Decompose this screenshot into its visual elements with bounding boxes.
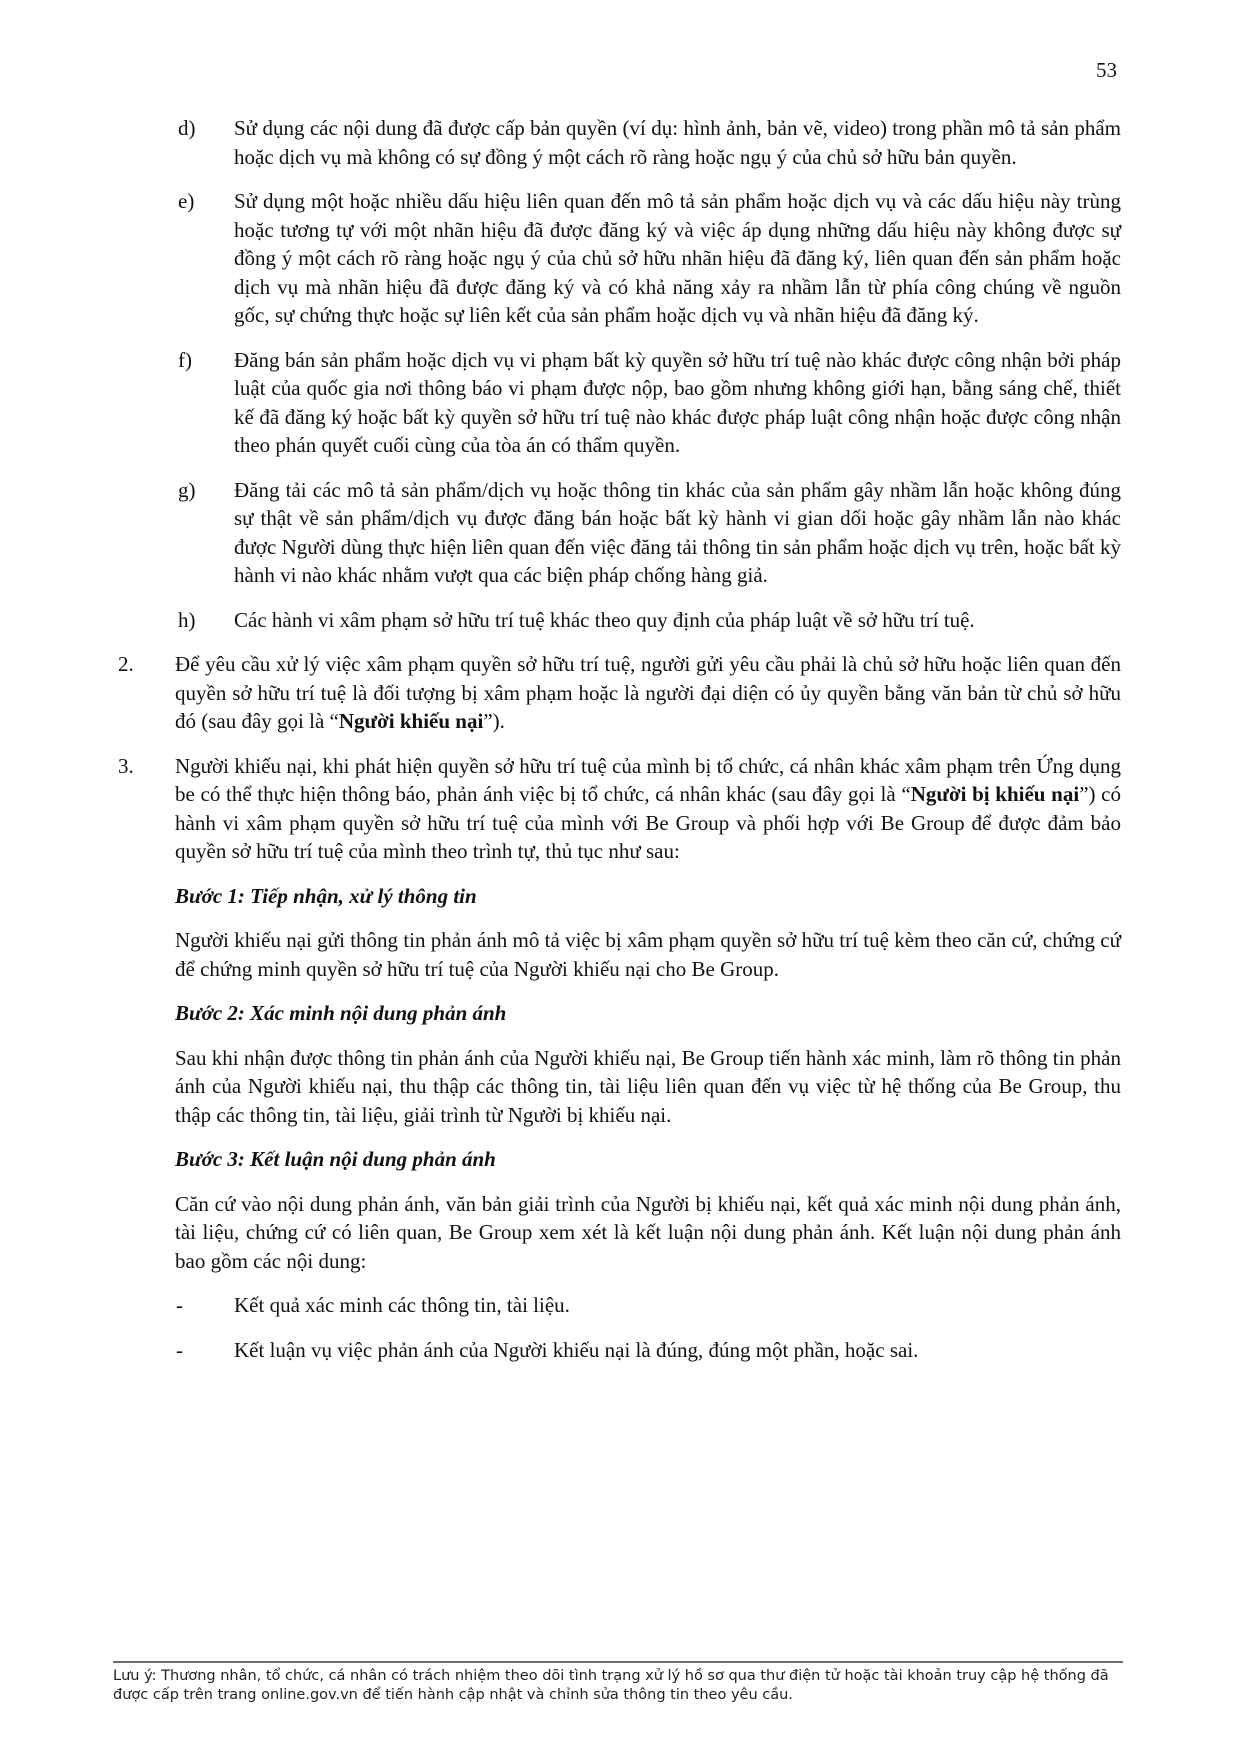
dash-marker: -: [176, 1337, 183, 1362]
dash-item: [176, 1336, 1121, 1365]
footer-divider: [113, 1661, 1123, 1663]
item-text: Người khiếu nại, khi phát hiện quyền sở hữu trí tuệ của mình bị tổ chức, cá nhân khác xâm phạm trên Ứng dụng be có thể thực hiện thông báo, phản ánh việc bị tổ chức, cá nhân khác (sau đây gọi là “: [175, 753, 1121, 806]
step-2-text: Sau khi nhận được thông tin phản ánh của Người khiếu nại, Be Group tiến hành xác minh, làm rõ thông tin phản ánh của Người khiếu nại, thu thập các thông tin, tài liệu liên quan đến vụ việc từ hệ thống của Be Group, thu thập các thông tin, tài liệu, giải trình từ Người bị khiếu nại.: [175, 1045, 1121, 1127]
step-3-heading: Bước 3: Kết luận nội dung phản ánh: [175, 1147, 496, 1171]
list-item-f: [178, 346, 1121, 460]
numbered-item-2: [118, 650, 1121, 736]
list-marker: f): [178, 347, 192, 372]
step-1-text: Người khiếu nại gửi thông tin phản ánh mô tả việc bị xâm phạm quyền sở hữu trí tuệ kèm theo căn cứ, chứng cứ để chứng minh quyền sở hữu trí tuệ của Người khiếu nại cho Be Group.: [175, 928, 1121, 981]
step-1-heading: Bước 1: Tiếp nhận, xử lý thông tin: [175, 883, 477, 908]
list-item-text: Đăng bán sản phẩm hoặc dịch vụ vi phạm bất kỳ quyền sở hữu trí tuệ nào khác được công nhận bởi pháp luật của quốc gia nơi thông báo vi phạm được nộp, bao gồm nhưng không giới hạn, bằng sáng chế, thiết kế đã đăng ký hoặc bất kỳ quyền sở hữu trí tuệ nào khác được pháp luật công nhận hoặc được công nhận theo phán quyết cuối cùng của tòa án có thẩm quyền.: [234, 347, 1121, 457]
numbered-item-3: [118, 752, 1121, 866]
list-marker: d): [178, 116, 196, 140]
list-marker: e): [178, 189, 195, 213]
item-text-end: ”) có hành vi xâm phạm quyền sở hữu trí tuệ của mình với Be Group và phối hợp với Be Group để được đảm bảo quyền sở hữu trí tuệ của mình theo trình tự, thủ tục như sau:: [175, 782, 1121, 863]
item-text: Để yêu cầu xử lý việc xâm phạm quyền sở hữu trí tuệ, người gửi yêu cầu phải là chủ sở hữu hoặc liên quan đến quyền sở hữu trí tuệ là đối tượng bị xâm phạm hoặc là người đại diện có ủy quyền bằng văn bản từ chủ sở hữu đó (sau đây gọi là “: [175, 652, 1121, 733]
list-marker: g): [178, 477, 196, 502]
list-item-h: [178, 606, 1121, 635]
list-marker: 2.: [118, 652, 134, 676]
dash-marker: -: [176, 1293, 183, 1317]
item-text-end: ”).: [483, 709, 505, 733]
list-marker: 3.: [118, 753, 134, 778]
defined-term: Người khiếu nại: [338, 709, 484, 733]
dash-item: [176, 1291, 1121, 1320]
list-item-e: [178, 187, 1121, 330]
list-marker: h): [178, 607, 196, 632]
footer-note: Lưu ý: Thương nhân, tổ chức, cá nhân có trách nhiệm theo dõi tình trạng xử lý hồ sơ qua thư điện tử hoặc tài khoản truy cập hệ thống đã được cấp trên trang online.gov.vn để tiến hành cập nhật và chỉnh sửa thông tin theo yêu cầu.: [113, 1668, 1109, 1703]
step-3-text: Căn cứ vào nội dung phản ánh, văn bản giải trình của Người bị khiếu nại, kết quả xác minh nội dung phản ánh, tài liệu, chứng cứ có liên quan, Be Group xem xét là kết luận nội dung phản ánh. Kết luận nội dung phản ánh bao gồm các nội dung:: [175, 1191, 1121, 1273]
dash-item-text: Kết luận vụ việc phản ánh của Người khiếu nại là đúng, đúng một phần, hoặc sai.: [234, 1337, 919, 1362]
list-item-g: [178, 476, 1121, 590]
page-number: 53: [1096, 58, 1117, 82]
defined-term: Người bị khiếu nại: [910, 782, 1080, 806]
list-item-text: Sử dụng một hoặc nhiều dấu hiệu liên quan đến mô tả sản phẩm hoặc dịch vụ và các dấu hiệu này trùng hoặc tương tự với một nhãn hiệu đã được đăng ký và việc áp dụng những dấu hiệu này không được sự đồng ý một cách rõ ràng hoặc ngụ ý của chủ sở hữu nhãn hiệu đã đăng ký, liên quan đến sản phẩm hoặc dịch vụ mà nhãn hiệu đã được đăng ký và có khả năng xảy ra nhầm lẫn từ phía công chúng về nguồn gốc, sự chứng thực hoặc sự liên kết của sản phẩm hoặc dịch vụ và nhãn hiệu đã đăng ký.: [234, 189, 1121, 327]
list-item-text: Các hành vi xâm phạm sở hữu trí tuệ khác theo quy định của pháp luật về sở hữu trí tuệ.: [234, 607, 975, 632]
list-item-d: [178, 114, 1121, 171]
dash-item-text: Kết quả xác minh các thông tin, tài liệu.: [234, 1293, 570, 1317]
list-item-text: Đăng tải các mô tả sản phẩm/dịch vụ hoặc thông tin khác của sản phẩm gây nhầm lẫn hoặc không đúng sự thật về sản phẩm/dịch vụ được đăng bán hoặc bất kỳ hành vi gian dối hoặc gây nhầm lẫn nào khác được Người dùng thực hiện liên quan đến việc đăng tải thông tin sản phẩm hoặc dịch vụ trên, hoặc bất kỳ hành vi nào khác nhằm vượt qua các biện pháp chống hàng giả.: [234, 477, 1121, 587]
step-2-heading: Bước 2: Xác minh nội dung phản ánh: [175, 1001, 507, 1025]
document-body: [0, 114, 1241, 1380]
list-item-text: Sử dụng các nội dung đã được cấp bản quyền (ví dụ: hình ảnh, bản vẽ, video) trong phần mô tả sản phẩm hoặc dịch vụ mà không có sự đồng ý một cách rõ ràng hoặc ngụ ý của chủ sở hữu bản quyền.: [234, 116, 1121, 169]
